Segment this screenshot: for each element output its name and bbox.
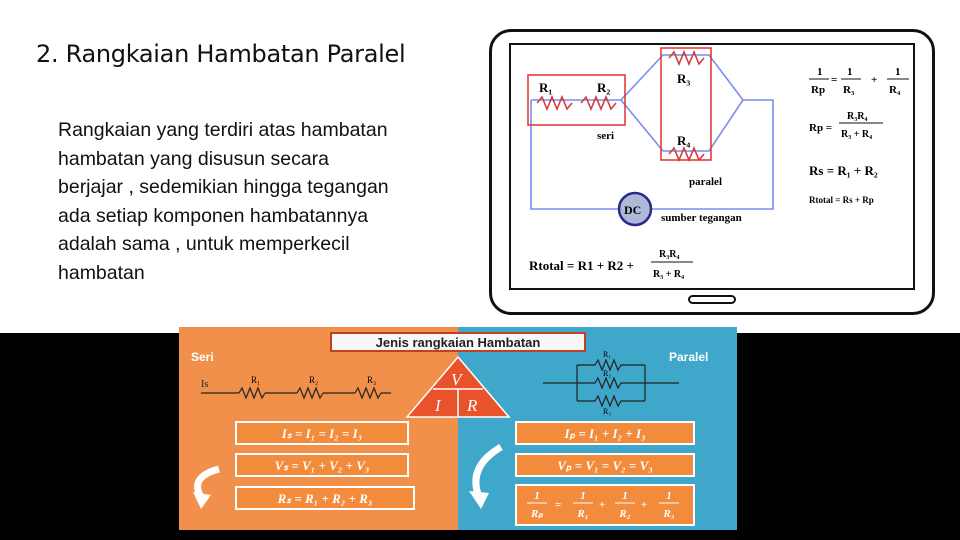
rtotal-lhs: Rtotal = R1 + R2 + [529,258,634,273]
seri-formula-current: Iₛ = I₁ = I₂ = I₃ [281,426,363,441]
banner-text: Jenis rangkaian Hambatan [375,335,541,350]
resistor-r1 [537,97,572,109]
paragraph-line: hambatan [58,261,145,284]
series-r1-label: R₁ [251,375,261,385]
pr-t1-num: 1 [580,490,586,502]
triangle-r: R [467,396,478,415]
paralel-label: Paralel [669,350,709,364]
label-sumber-tegangan: sumber tegangan [661,212,742,224]
label-r3: R₃ [677,71,691,86]
infographic-jenis-rangkaian [179,327,737,530]
svg-text:+: + [599,499,606,511]
paragraph-line: ada setiap komponen hambatannya [58,204,369,227]
tablet-screen [509,43,915,290]
seri-formula-resistance: Rₛ = R₁ + R₂ + R₃ [277,491,373,506]
paralel-formula-current: Iₚ = I₁ + I₂ + I₃ [564,426,646,441]
rp-t1-den: R₃ [843,84,855,96]
slide-title: 2. Rangkaian Hambatan Paralel [36,40,406,68]
rtotal-num: R₃R₄ [659,249,680,260]
seri-label: Seri [191,350,214,364]
pr-t3-den: R₃ [663,508,675,520]
rp-t1-num: 1 [847,66,853,78]
rp-lhs-den: Rp [811,84,826,96]
resistor-r3 [669,52,704,64]
current-label: Is [201,379,209,390]
rtotal-den: R₃ + R₄ [653,269,685,280]
description-paragraph [58,116,468,287]
paralel-formula-voltage: Vₚ = V₁ = V₂ = V₃ [557,458,653,473]
rs-formula: Rs = R₁ + R₂ [809,163,878,178]
pr-t2-den: R₂ [619,508,631,520]
paragraph-line: adalah sama , untuk memperkecil [58,233,350,255]
pr-t1-den: R₁ [577,508,589,520]
resistor-r4 [669,148,704,160]
rp-t2-den: R₄ [889,84,901,96]
triangle-i: I [435,396,441,415]
paragraph-line: hambatan yang disusun secara [58,147,330,170]
seri-formula-voltage: Vₛ = V₁ + V₂ + V₃ [274,458,370,473]
circuit-diagram [511,45,913,288]
rp-lhs-num: 1 [817,66,823,78]
infographic-svg [179,327,737,530]
paragraph-line: berjajar , sedemikian hingga tegangan [58,176,389,198]
series-r3-label: R₃ [367,375,377,385]
label-r1: R₁ [539,80,553,95]
resistor-r2 [581,97,616,109]
rp2-num: R₃R₄ [847,111,868,122]
label-r2: R₂ [597,80,611,95]
parallel-r2-label: R₂ [603,369,612,378]
rp2-den: R₃ + R₄ [841,129,873,140]
label-dc: DC [624,203,642,217]
pr-t2-num: 1 [622,490,628,502]
label-paralel: paralel [689,176,722,188]
label-seri: seri [597,130,615,142]
pr-lhs-den: Rₚ [530,508,544,520]
label-r4: R₄ [677,133,691,148]
svg-text:=: = [555,499,562,511]
parallel-r3-label: R₃ [603,407,612,416]
series-r2-label: R₂ [309,375,319,385]
parallel-r1-label: R₁ [603,350,612,359]
triangle-v: V [451,370,462,389]
svg-text:+: + [641,499,648,511]
pr-lhs-num: 1 [534,490,540,502]
rp-t2-num: 1 [895,66,901,78]
svg-text:+: + [871,74,878,86]
rp2-lhs: Rp = [809,122,833,134]
tablet-home-button [688,295,736,304]
pr-t3-num: 1 [666,490,672,502]
rtotal-small-formula: Rtotal = Rs + Rp [809,195,874,205]
paragraph-line: Rangkaian yang terdiri atas hambatan [58,119,388,141]
svg-text:=: = [831,74,838,86]
